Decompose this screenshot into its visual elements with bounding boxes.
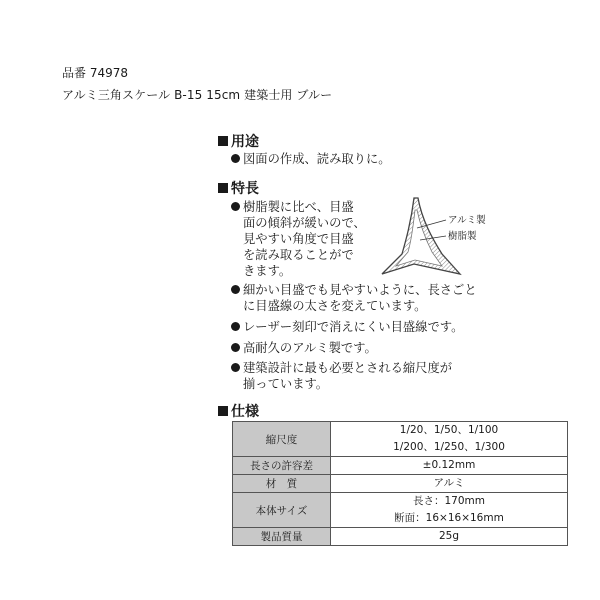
spec-value-material: アルミ (331, 475, 568, 493)
spec-label-weight: 製品質量 (233, 528, 331, 546)
bullet-dot-icon (231, 363, 240, 372)
feature-bullet-1: 樹脂製に比べ、目盛 面の傾斜が緩いので、 見やすい角度で目盛 を読み取ることがで きます。 (231, 199, 366, 279)
spec-label-material: 材 質 (233, 475, 331, 493)
table-row (233, 475, 568, 493)
resin-label: 樹脂製 (448, 231, 477, 242)
bullet-dot-icon (231, 154, 240, 163)
usage-bullet: 図面の作成、読み取りに。 (231, 151, 391, 167)
spec-value-size: 長さ：170mm 断面：16×16×16mm (331, 493, 568, 528)
spec-label-size: 本体サイズ (233, 493, 331, 528)
bullet-dot-icon (231, 343, 240, 352)
aluminum-label: アルミ製 (448, 215, 486, 226)
specs-heading: 仕様 (218, 401, 259, 421)
table-row (233, 493, 568, 528)
table-row (233, 457, 568, 475)
spec-label-tolerance: 長さの許容差 (233, 457, 331, 475)
feature-bullet-4: 高耐久のアルミ製です。 (231, 340, 377, 356)
product-number: 品番 74978 (62, 66, 128, 80)
product-name: アルミ三角スケール B-15 15cm 建築士用 ブルー (62, 88, 333, 102)
square-bullet-icon (218, 183, 228, 193)
square-bullet-icon (218, 136, 228, 146)
table-row (233, 422, 568, 457)
square-bullet-icon (218, 406, 228, 416)
bullet-dot-icon (231, 322, 240, 331)
table-row (233, 528, 568, 546)
feature-bullet-3: レーザー刻印で消えにくい目盛線です。 (231, 319, 463, 335)
bullet-dot-icon (231, 285, 240, 294)
spec-value-tolerance: ±0.12mm (331, 457, 568, 475)
feature-bullet-5: 建築設計に最も必要とされる縮尺度が 揃っています。 (231, 360, 452, 392)
feature-bullet-2: 細かい目盛でも見やすいように、長さごと に目盛線の太さを変えています。 (231, 282, 477, 314)
features-heading: 特長 (218, 178, 259, 198)
spec-value-weight: 25g (331, 528, 568, 546)
usage-heading: 用途 (218, 131, 259, 151)
spec-table (232, 421, 568, 546)
bullet-dot-icon (231, 202, 240, 211)
spec-label-scale: 縮尺度 (233, 422, 331, 457)
spec-value-scale: 1/20、1/50、1/100 1/200、1/250、1/300 (331, 422, 568, 457)
scale-cross-section-diagram (362, 192, 500, 282)
